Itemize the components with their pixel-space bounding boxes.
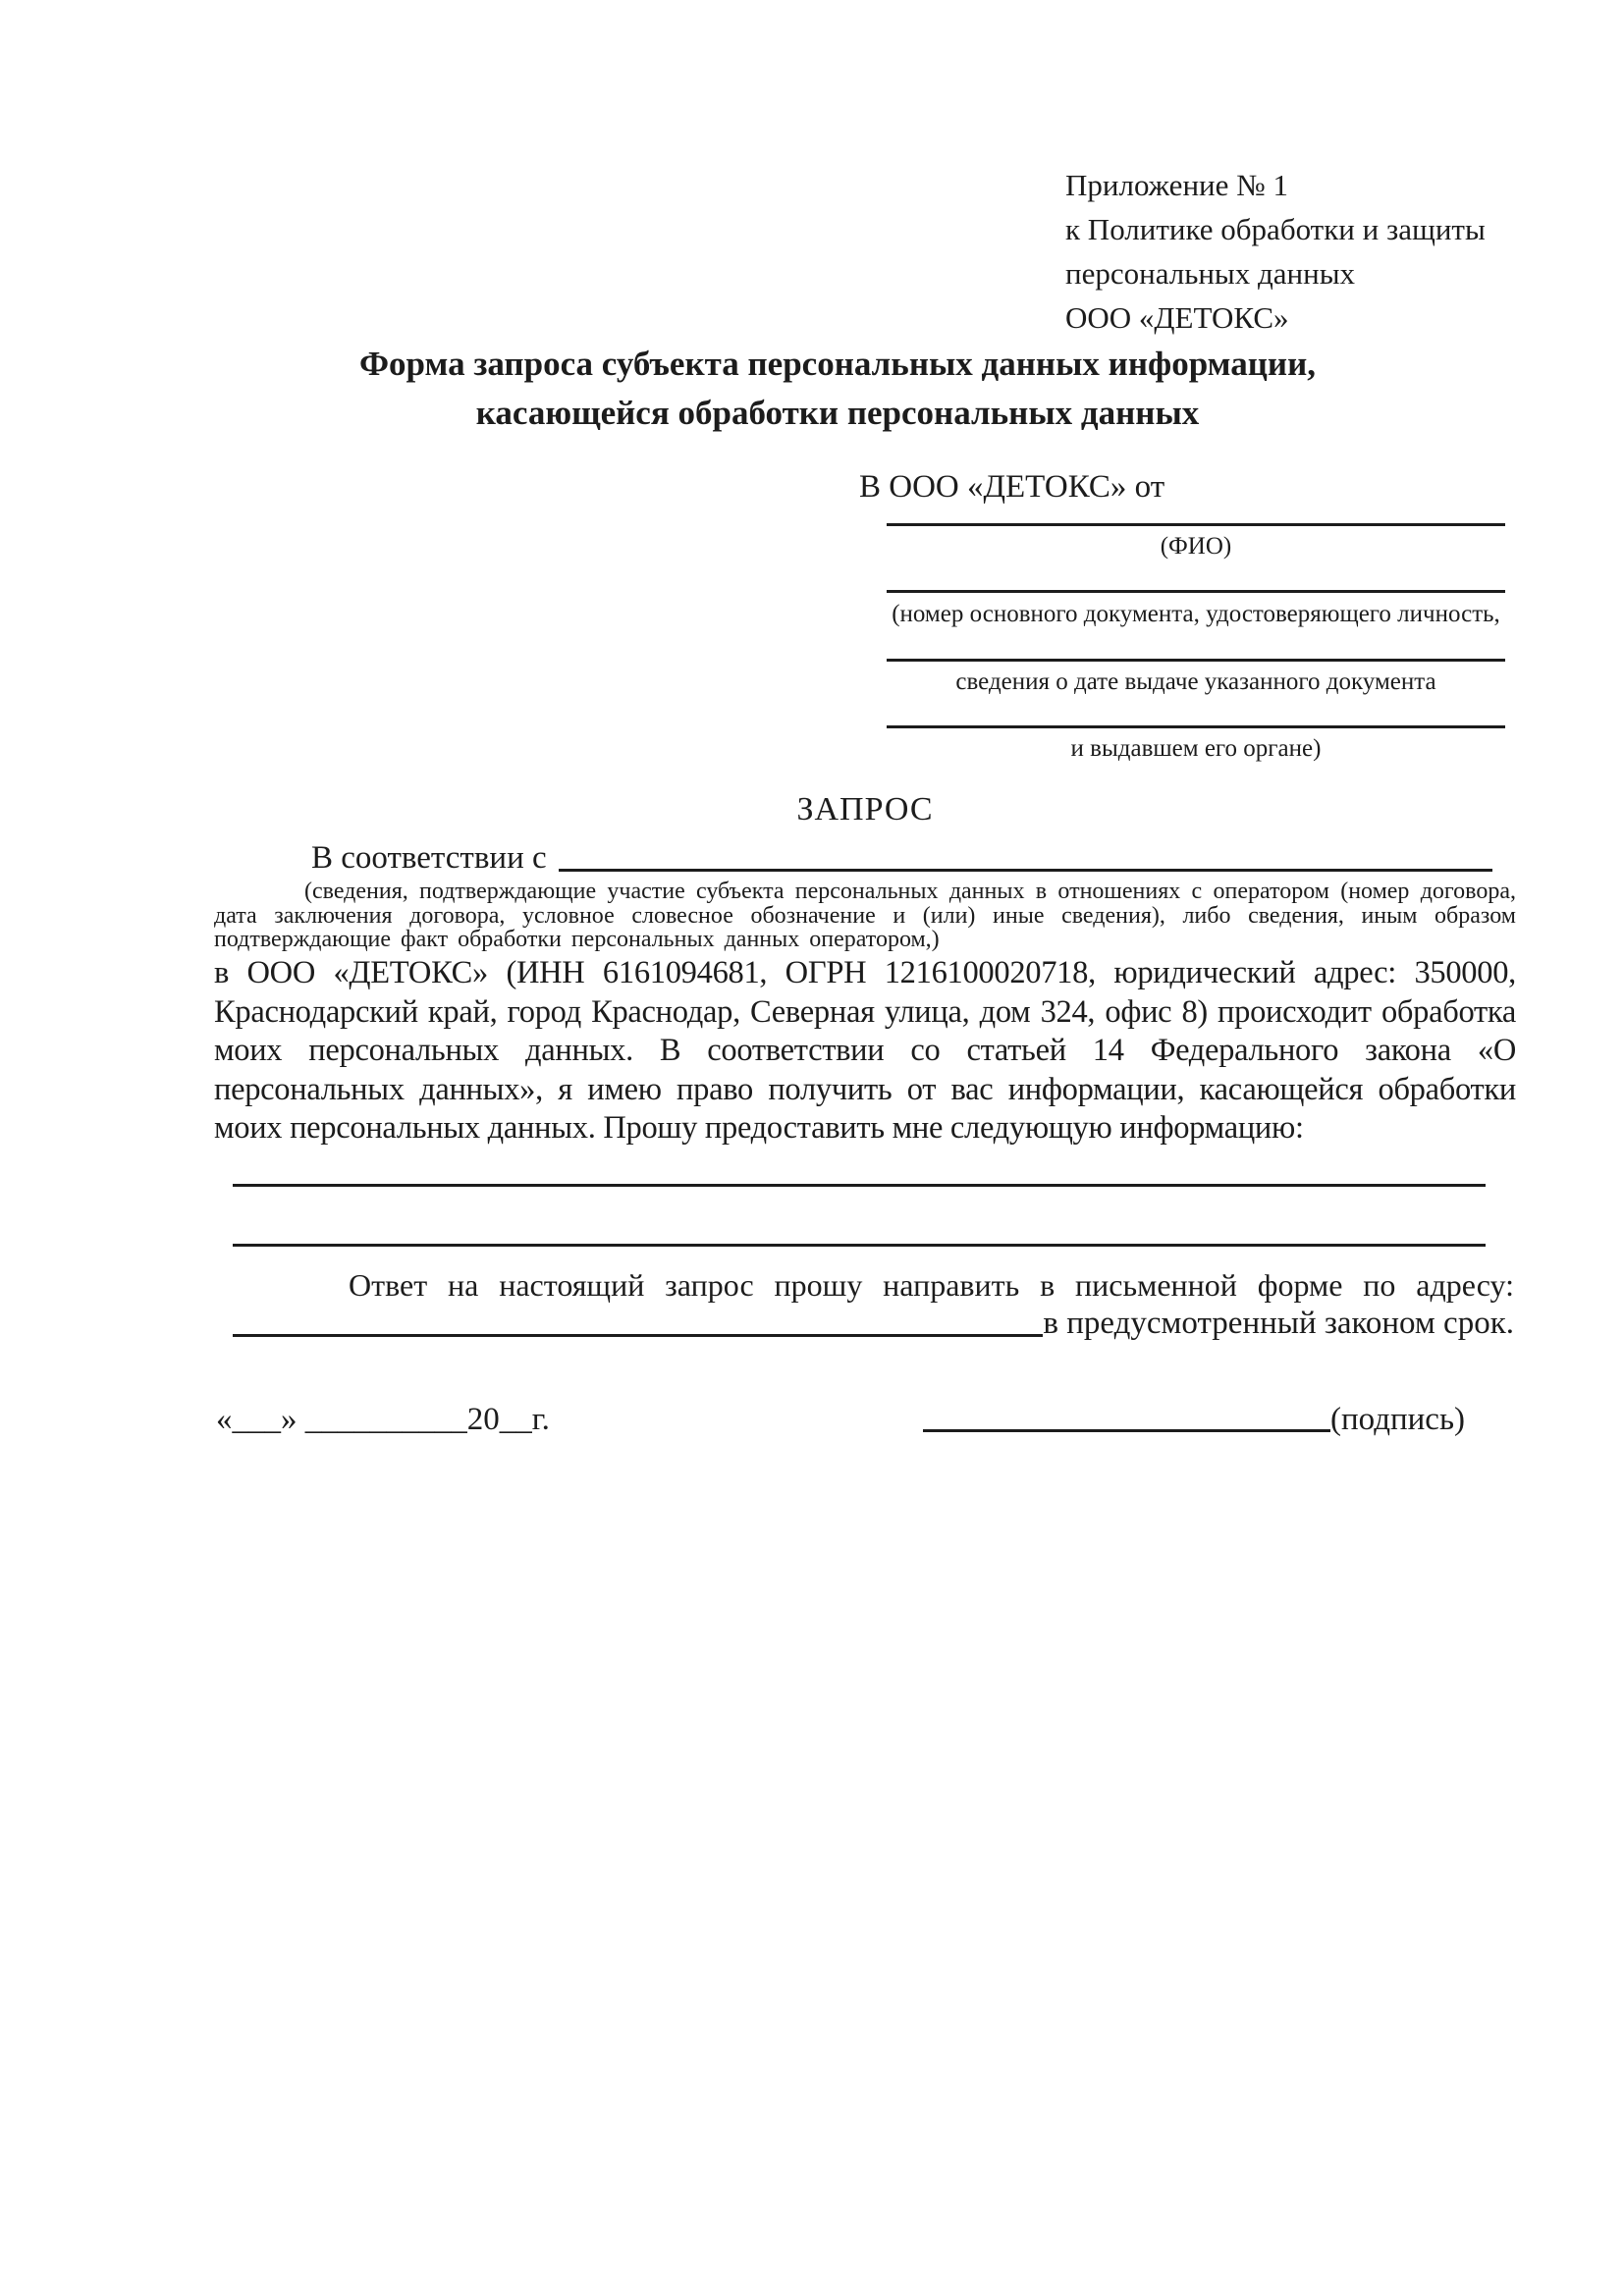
appendix-line: Приложение № 1 bbox=[1065, 168, 1288, 202]
information-blank-line-2 bbox=[233, 1244, 1486, 1247]
issuing-authority-blank-line bbox=[887, 725, 1505, 728]
appendix-line: ООО «ДЕТОКС» bbox=[1065, 300, 1289, 335]
title-line: касающейся обработки персональных данных bbox=[475, 394, 1200, 432]
reply-suffix: в предусмотренный законом срок. bbox=[1043, 1306, 1514, 1341]
reply-address-row bbox=[216, 1306, 1514, 1342]
document-number-blank-line bbox=[887, 590, 1505, 593]
appendix-header bbox=[1065, 163, 1486, 340]
intro-note: (сведения, подтверждающие участие субъекта персональных данных в отношениях с оператором (номер договора, дата заключения договора, условное словесное обозначение и (или) иные сведения), либо сведения, иным образом подтверждающие факт обработки персональных данных оператором,) bbox=[214, 879, 1516, 952]
intro-row bbox=[216, 840, 1492, 877]
signature-row bbox=[216, 1402, 1465, 1438]
date-blank: «___» __________20__г. bbox=[216, 1402, 550, 1437]
issue-date-blank-line bbox=[887, 659, 1505, 662]
recipient-line: В ООО «ДЕТОКС» от bbox=[859, 469, 1165, 505]
document-title bbox=[163, 340, 1512, 438]
signature-blank-line bbox=[923, 1429, 1330, 1432]
issuing-authority-caption: и выдавшем его органе) bbox=[1070, 735, 1322, 762]
fio-blank-line bbox=[887, 523, 1505, 526]
request-heading: ЗАПРОС bbox=[796, 791, 934, 828]
reply-request-line: Ответ на настоящий запрос прошу направить в письменной форме по адресу: bbox=[349, 1267, 1514, 1303]
appendix-line: к Политике обработки и защиты bbox=[1065, 212, 1486, 246]
information-blank-line-1 bbox=[233, 1184, 1486, 1187]
address-blank-line bbox=[233, 1334, 1043, 1337]
signature-caption: (подпись) bbox=[1330, 1402, 1465, 1437]
fio-caption: (ФИО) bbox=[1160, 533, 1232, 560]
title-line: Форма запроса субъекта персональных данных информации, bbox=[358, 345, 1317, 383]
signature-group bbox=[923, 1402, 1465, 1438]
intro-blank-line bbox=[559, 869, 1492, 872]
document-number-caption: (номер основного документа, удостоверяющего личность, bbox=[892, 601, 1500, 627]
body-paragraph: в ООО «ДЕТОКС» (ИНН 6161094681, ОГРН 1216100020718, юридический адрес: 350000, Краснодарский край, город Краснодар, Северная улица, дом 324, офис 8) происходит обработка моих персональных данных. В соответствии со статьей 14 Федерального закона «О персональных данных», я имею право получить от вас информации, касающейся обработки моих персональных данных. Прошу предоставить мне следующую информацию: bbox=[214, 955, 1516, 1146]
intro-prefix: В соответствии с bbox=[311, 840, 547, 876]
appendix-line: персональных данных bbox=[1065, 256, 1356, 291]
issue-date-caption: сведения о дате выдаче указанного документа bbox=[955, 668, 1436, 695]
